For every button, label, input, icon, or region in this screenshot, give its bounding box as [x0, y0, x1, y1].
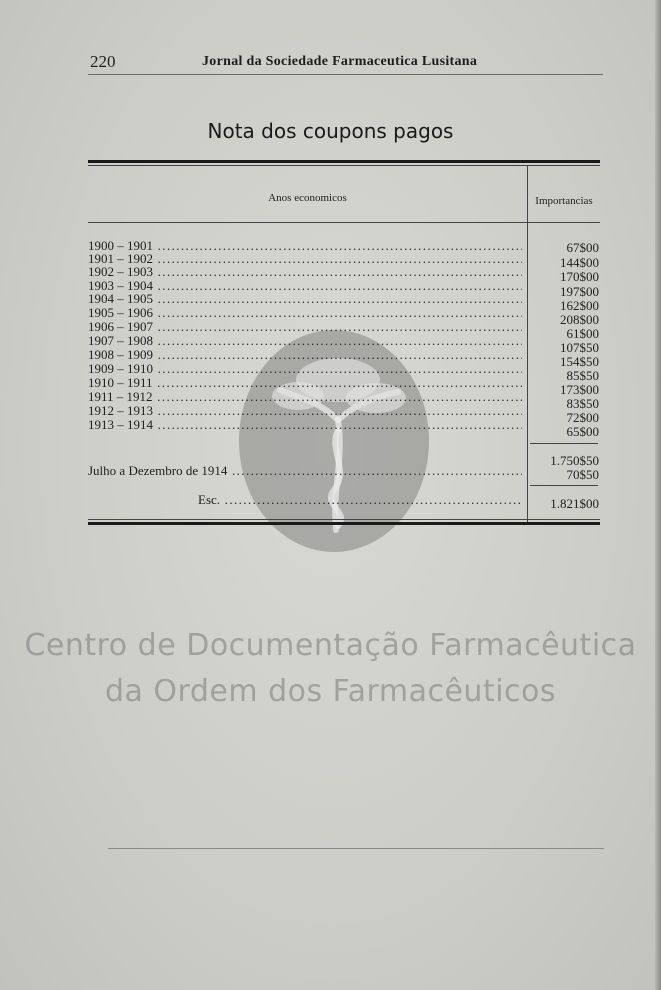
total-label: Esc. .....: [198, 493, 522, 507]
column-header-amounts: Importancias: [535, 195, 593, 207]
row-year: 1905 – 1906 .....: [88, 306, 522, 320]
row-year: 1901 – 1902 .....: [88, 252, 522, 266]
row-year: 1910 – 1911 .....: [88, 376, 522, 390]
row-year: 1911 – 1912 .....: [88, 390, 522, 404]
section-title: Nota dos coupons pagos: [207, 119, 454, 143]
row-year: 1902 – 1903 .....: [88, 265, 522, 279]
row-amount: 154$50: [560, 354, 599, 369]
row-amount: 208$00: [560, 312, 599, 327]
row-amount: 72$00: [566, 410, 599, 425]
row-amount: 197$00: [560, 284, 599, 299]
row-amount: 162$00: [560, 298, 599, 313]
row-year: 1907 – 1908 .....: [88, 334, 522, 348]
row-period: Julho a Dezembro de 1914 .....: [88, 464, 522, 478]
table-bottom-rule-thin: [88, 519, 600, 520]
watermark-line-2: da Ordem dos Farmacêuticos: [104, 674, 557, 709]
row-amount: 65$00: [566, 424, 599, 439]
row-year: 1909 – 1910 .....: [88, 362, 522, 376]
header-divider: [88, 222, 600, 223]
running-header: [88, 50, 603, 75]
watermark-line-1: Centro de Documentação Farmacêutica: [24, 628, 637, 663]
row-amount: 67$00: [566, 240, 599, 255]
column-header-years: Anos economicos: [268, 192, 347, 204]
row-amount: 61$00: [566, 326, 599, 341]
row-amount: 173$00: [560, 382, 599, 397]
total-rule: [530, 485, 598, 486]
column-separator: [527, 166, 528, 522]
table-top-rule-thin: [88, 165, 600, 166]
subtotal-amount: 1.750$50: [550, 453, 599, 468]
page-edge-shadow: [655, 0, 661, 990]
row-year: 1913 – 1914 .....: [88, 418, 522, 432]
table-top-rule: [88, 160, 600, 163]
row-year: 1903 – 1904 .....: [88, 279, 522, 293]
row-amount: 144$00: [560, 255, 599, 270]
row-amount: 70$50: [566, 467, 599, 482]
row-amount: 170$00: [560, 269, 599, 284]
total-amount: 1.821$00: [550, 496, 599, 511]
row-year: 1900 – 1901 .....: [88, 239, 522, 253]
row-amount: 83$50: [566, 396, 599, 411]
row-year: 1904 – 1905 .....: [88, 292, 522, 306]
row-amount: 85$50: [566, 368, 599, 383]
journal-title: Jornal da Sociedade Farmaceutica Lusitana: [202, 54, 478, 69]
table-bottom-rule: [88, 522, 600, 525]
row-year: 1912 – 1913 .....: [88, 404, 522, 418]
subtotal-rule: [530, 443, 598, 444]
bleedthrough-rule: [108, 848, 604, 849]
row-amount: 107$50: [560, 340, 599, 355]
row-year: 1906 – 1907 .....: [88, 320, 522, 334]
page-number: 220: [90, 52, 116, 71]
row-year: 1908 – 1909 .....: [88, 348, 522, 362]
